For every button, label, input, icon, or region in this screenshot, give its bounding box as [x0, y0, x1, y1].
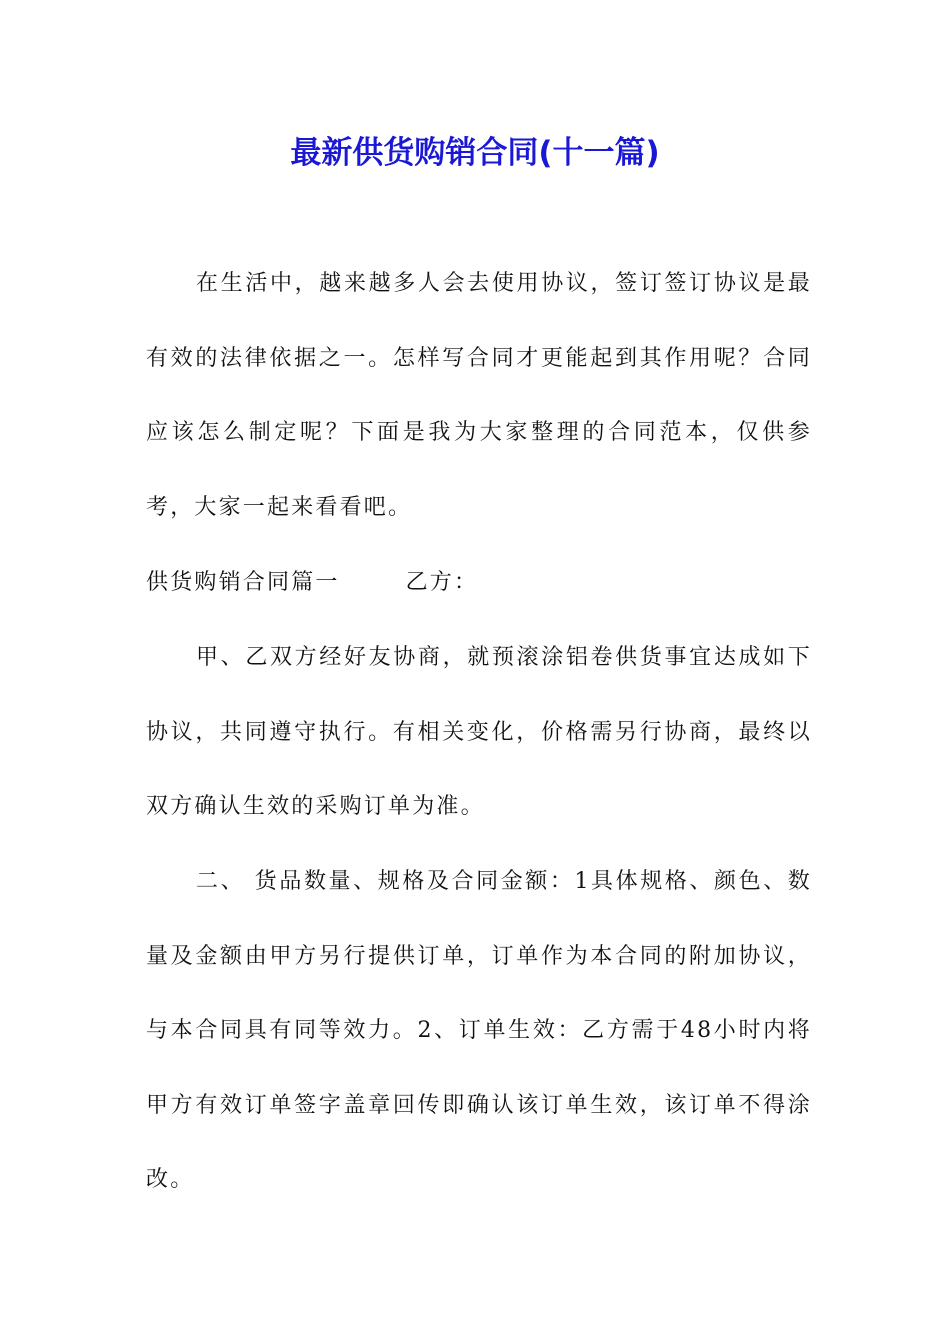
intro-paragraph: 在生活中，越来越多人会去使用协议，签订签订协议是最有效的法律依据之一。怎样写合同才更能起到其作用呢？合同应该怎么制定呢？下面是我为大家整理的合同范本，仅供参考，大家一起来看看吧。 — [146, 271, 812, 520]
agreement-paragraph: 甲、乙双方经好友协商，就预滚涂铝卷供货事宜达成如下协议，共同遵守执行。有相关变化，价格需另行协商，最终以双方确认生效的采购订单为准。 — [146, 645, 812, 820]
section-heading-line — [146, 546, 812, 621]
document-title: 最新供货购销合同(十一篇) — [290, 135, 660, 171]
section-heading: 供货购销合同篇一 — [146, 570, 340, 595]
clause-two-paragraph: 二、 货品数量、规格及合同金额：1具体规格、颜色、数量及金额由甲方另行提供订单，订单作为本合同的附加协议，与本合同具有同等效力。2、订单生效：乙方需于48小时内将甲方有效订单签字盖章回传即确认该订单生效，该订单不得涂改。 — [146, 869, 812, 1193]
party-b-label: 乙方： — [405, 570, 479, 595]
